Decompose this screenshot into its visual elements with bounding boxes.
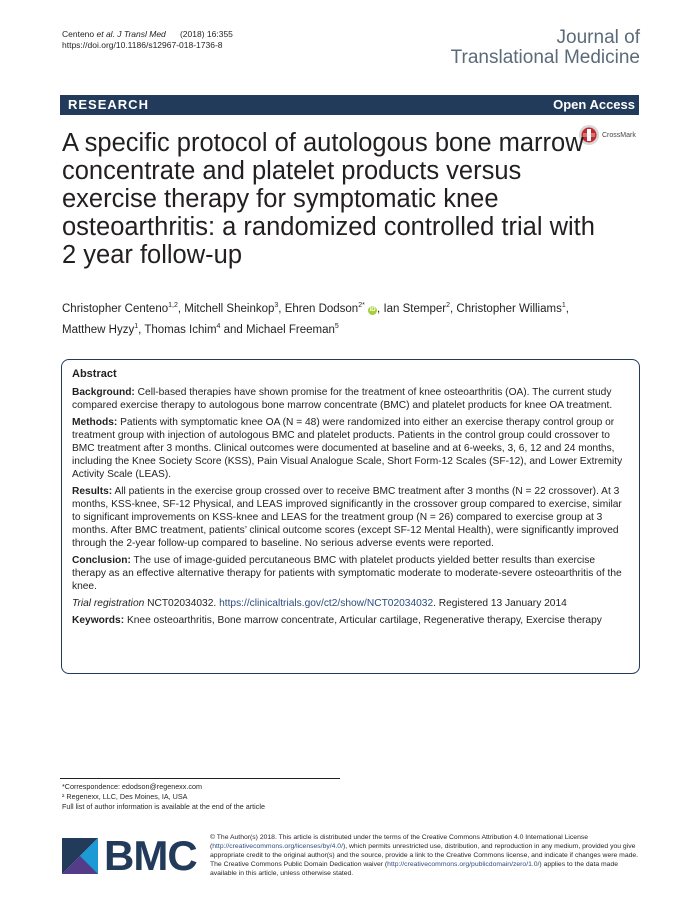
journal-name-line2: Translational Medicine [450, 47, 640, 68]
author[interactable]: Christopher Centeno$^{1,2}$ [62, 302, 178, 315]
journal-name-line1: Journal of [556, 27, 640, 48]
author-info-note: Full list of author information is available at the end of the article [62, 802, 265, 811]
author[interactable]: Christopher Williams$^1$ [456, 302, 566, 315]
author-list: Christopher Centeno$^{1,2}$, Mitchell Sheinkop$^3$, Ehren Dodson$^{2*}$ iD , Ian Stemper$^2$, Christopher Williams$^1$, Matthew Hyzy$^1$, Thomas Ichim$^4$ and Michael Freeman$^5$ [62, 302, 569, 336]
abstract-methods: Methods: Patients with symptomatic knee OA (N = 48) were randomized into either an exercise therapy control group or treatment group with injection of autologous BMC and platelet products. Patients in the control group could crossover to BMC treatment after 3 months. Clinical outcomes were documented at baseline and at 6-weeks, 3, 6, 12 and 24 months, including the Knee Society Score (KSS), Pain Visual Analogue Scale, Short Form-12 Scales (SF-12), and Lower Extremity Activity Scale (LEAS). [72, 417, 623, 480]
correspondence-note: *Correspondence: edodson@regenexx.com [62, 782, 202, 791]
article-type-banner [60, 95, 639, 115]
cc-by-license-link[interactable]: http://creativecommons.org/licenses/by/4.0/ [212, 843, 343, 850]
abstract-trial-registration: Trial registration NCT02034032. https://clinicaltrials.gov/ct2/show/NCT02034032. Registered 13 January 2014 [72, 598, 567, 609]
footnote-divider [60, 778, 340, 779]
author[interactable]: Thomas Ichim$^4$ [144, 322, 221, 336]
author[interactable]: Matthew Hyzy$^1$ [62, 322, 139, 336]
crossmark-label: CrossMark [602, 131, 636, 139]
citation-author: Centeno [62, 29, 97, 39]
abstract-heading: Abstract [72, 368, 117, 380]
abstract-conclusion: Conclusion: The use of image-guided percutaneous BMC with platelet products yielded better results than exercise therapy as an effective alternative therapy for patients with symptomatic moderate to moderate-severe osteoarthritis of the knee. [72, 555, 622, 592]
journal-name [451, 28, 640, 68]
affiliation-note: ² Regenexx, LLC, Des Moines, IA, USA [62, 792, 188, 801]
author-conjunction: and [223, 323, 243, 336]
license-text: © The Author(s) 2018. This article is distributed under the terms of the Creative Commons Attribution 4.0 International License (http://creativecommons.org/licenses/by/4.0/), which permits unrestricted use, distribution, and reproduction in any medium, provided you give appropriate credit to the original author(s) and the source, provide a link to the Creative Commons license, and indicate if changes were made. The Creative Commons Public Domain Dedication waiver (http://creativecommons.org/publicdomain/zero/1.0/) applies to the data made available in this article, unless otherwise stated. [210, 834, 639, 877]
open-access-label: Open Access [553, 97, 635, 112]
orcid-icon[interactable]: iD [369, 306, 376, 313]
citation-journal: et al. J Transl Med [96, 29, 166, 39]
doi-link[interactable]: https://doi.org/10.1186/s12967-018-1736-8 [62, 40, 223, 50]
trial-registration-link[interactable]: https://clinicaltrials.gov/ct2/show/NCT02034032 [219, 598, 434, 609]
bmc-logo [62, 832, 197, 880]
article-type-label: RESEARCH [68, 97, 149, 112]
footnotes [62, 782, 265, 812]
author[interactable]: Mitchell Sheinkop$^3$ [184, 302, 279, 315]
cc-zero-waiver-link[interactable]: http://creativecommons.org/publicdomain/zero/1.0/ [387, 861, 540, 868]
bmc-logo-text: BMC [104, 832, 197, 879]
abstract-keywords: Keywords: Knee osteoarthritis, Bone marrow concentrate, Articular cartilage, Regenerative therapy, Exercise therapy [72, 615, 602, 626]
article-title: A specific protocol of autologous bone marrow concentrate and platelet products versus exercise therapy for symptomatic knee osteoarthritis: a randomized controlled trial with 2 year follow-up [62, 129, 595, 269]
author[interactable]: Ian Stemper$^2$ [383, 302, 450, 315]
abstract-results: Results: All patients in the exercise group crossed over to receive BMC treatment after 3 months (N = 22 crossover). At 3 months, KSS-knee, SF-12 Physical, and LEAS improved significantly in the crossover group compared to exercise, similar to significant improvements on KSS-knee and LEAS for the treatment group (N = 26) compared to exercise group at 3 months. After BMC treatment, patients’ clinical outcome scores (except SF-12 Mental Health), were significantly improved through the 2-year follow-up compared to baseline. No serious adverse events were reported. [72, 486, 622, 549]
bmc-logo-icon [62, 838, 98, 874]
author[interactable]: Ehren Dodson$^{2*}$ [284, 302, 365, 315]
citation-year: (2018) 16:355 [179, 29, 233, 39]
author[interactable]: Michael Freeman$^5$ [246, 322, 339, 336]
citation-header [62, 29, 233, 51]
abstract-background: Background: Cell-based therapies have shown promise for the treatment of knee osteoarthritis (OA). The current study compared exercise therapy to autologous bone marrow concentrate (BMC) and platelet products for knee OA treatment. [72, 387, 613, 411]
abstract-box [61, 359, 640, 674]
